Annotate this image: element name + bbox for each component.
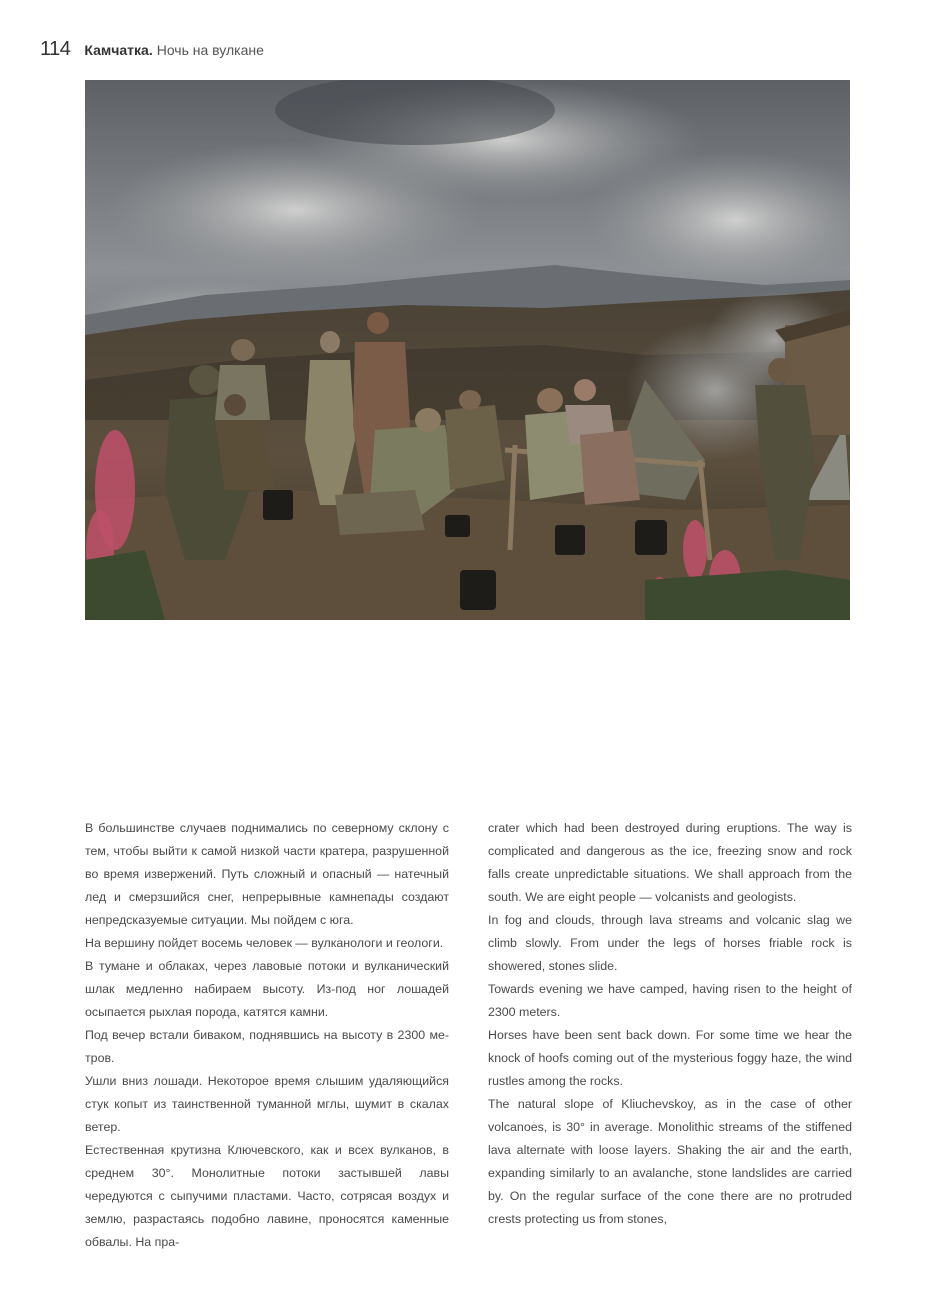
paragraph: Естественная крутизна Ключевского, как и всех вулканов, в среднем 30°. Монолитные потоки застывшей лавы чередуются с сыпучими пластами. Часто, сотрясая воздух и землю, разрастаясь подобно лавине, проносятся каменные обвалы. На пра- [85,1143,449,1249]
paragraph: Towards evening we have camped, having risen to the height of 2300 meters. [488,982,852,1019]
chapter-subtitle: Ночь на вулкане [156,42,264,58]
page-number: 114 [40,38,71,60]
camp-photo [85,80,850,620]
russian-text-column [85,817,449,1254]
paragraph: crater which had been destroyed during eruptions. The way is complicated and dangerous as the ice, freezing snow and rock falls create unpredictable situations. We shall approach from the south. We are eight people — volcanists and geologists. [488,821,852,904]
chapter-title: Камчатка. [84,42,153,58]
paragraph: Ушли вниз лошади. Некоторое время слышим удаляющийся стук копыт из таинственной туманной мглы, шумит в скалах ветер. [85,1074,449,1134]
paragraph: Horses have been sent back down. For some time we hear the knock of hoofs coming out of the mysterious foggy haze, the wind rustles among the rocks. [488,1028,852,1088]
english-text-column [488,817,852,1231]
paragraph: Под вечер встали биваком, поднявшись на высоту в 2300 метров. [85,1028,449,1065]
paragraph: В тумане и облаках, через лавовые потоки и вулканический шлак медленно набираем высоту. Из-под ног лошадей осыпается рыхлая порода, катятся камни. [85,959,449,1019]
paragraph: In fog and clouds, through lava streams and volcanic slag we climb slowly. From under the legs of horses friable rock is showered, stones slide. [488,913,852,973]
paragraph: The natural slope of Kliuchevskoy, as in the case of other volcanoes, is 30° in average. Monolithic streams of the stiffened lava alternate with loose layers. Shaking the air and the earth, expanding similarly to an avalanche, stone landslides are carried by. On the regular surface of the cone there are no protruded crests protecting us from stones, [488,1097,852,1226]
paragraph: В большинстве случаев поднимались по северному склону с тем, чтобы выйти к самой низкой части кратера, разрушенной во время извержений. Путь сложный и опасный — натечный лед и смерзшийся снег, непрерывные камнепады создают непредсказуемые ситуации. Мы пойдем с юга. [85,821,449,927]
paragraph: На вершину пойдет восемь человек — вулканологи и геологи. [85,936,444,950]
page-header [40,38,264,62]
